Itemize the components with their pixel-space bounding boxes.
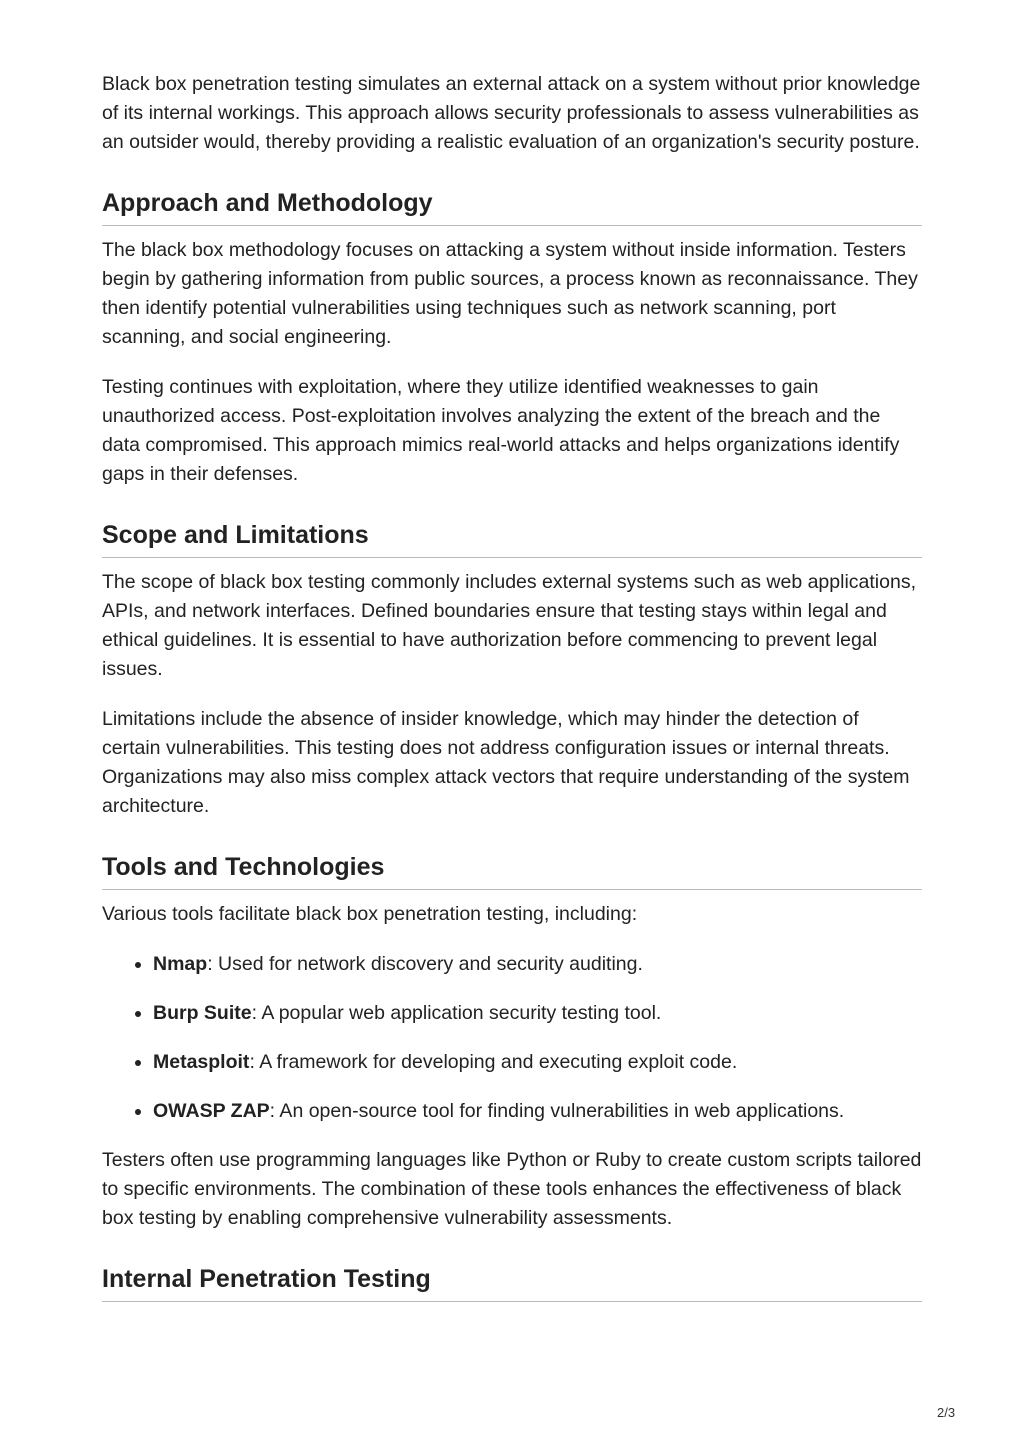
intro-paragraph: Black box penetration testing simulates an external attack on a system without prior knowledge of its internal workings. This approach allows security professionals to assess vulnerabilities as an outsider would, thereby providing a realistic evaluation of an organization's security posture. bbox=[102, 73, 921, 153]
paragraph: Testers often use programming languages like Python or Ruby to create custom scripts tailored to specific environments. The combination of these tools enhances the effectiveness of black box testing by enabling comprehensive vulnerability assessments. bbox=[102, 1149, 922, 1229]
tool-name: Nmap bbox=[153, 953, 208, 975]
section-heading-approach: Approach and Methodology bbox=[102, 187, 922, 226]
document-page bbox=[102, 70, 922, 1302]
paragraph: Testing continues with exploitation, where they utilize identified weaknesses to gain unauthorized access. Post-exploitation involves analyzing the extent of the breach and the data compromised. This approach mimics real-world attacks and helps organizations identify gaps in their defenses. bbox=[102, 376, 900, 485]
paragraph: The black box methodology focuses on attacking a system without inside information. Testers begin by gathering information from public sources, a process known as reconnaissance. They then identify potential vulnerabilities using techniques such as network scanning, port scanning, and social engineering. bbox=[102, 239, 918, 348]
tool-description: : Used for network discovery and security auditing. bbox=[207, 953, 643, 975]
section-heading-scope: Scope and Limitations bbox=[102, 519, 922, 558]
tool-name: Burp Suite bbox=[153, 1002, 252, 1024]
section-heading-internal: Internal Penetration Testing bbox=[102, 1263, 922, 1302]
section-heading-tools: Tools and Technologies bbox=[102, 851, 922, 890]
tool-name: Metasploit bbox=[153, 1051, 250, 1073]
paragraph: Various tools facilitate black box penetration testing, including: bbox=[102, 903, 638, 925]
list-item bbox=[153, 950, 922, 979]
paragraph: The scope of black box testing commonly includes external systems such as web applications, APIs, and network interfaces. Defined boundaries ensure that testing stays within legal and ethical guidelines. It is essential to have authorization before commencing to prevent legal issues. bbox=[102, 571, 916, 680]
tool-description: : An open-source tool for finding vulnerabilities in web applications. bbox=[269, 1100, 845, 1122]
list-item bbox=[153, 999, 922, 1028]
tools-list bbox=[102, 950, 922, 1126]
tool-description: : A popular web application security testing tool. bbox=[251, 1002, 662, 1024]
tool-name: OWASP ZAP bbox=[153, 1100, 270, 1122]
page-number: 2/3 bbox=[937, 1405, 956, 1420]
tool-description: : A framework for developing and executing exploit code. bbox=[249, 1051, 738, 1073]
list-item bbox=[153, 1048, 922, 1077]
list-item bbox=[153, 1097, 922, 1126]
paragraph: Limitations include the absence of insider knowledge, which may hinder the detection of certain vulnerabilities. This testing does not address configuration issues or internal threats. Organizations may also miss complex attack vectors that require understanding of the system architecture. bbox=[102, 708, 910, 817]
